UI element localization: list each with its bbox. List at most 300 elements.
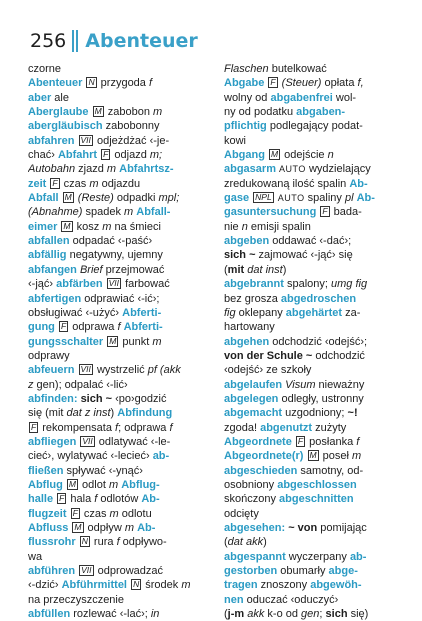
entry-text: odejście	[281, 149, 328, 162]
entry-text: (Reste)	[77, 192, 114, 205]
headword: ab-	[152, 450, 170, 463]
entry-text: f	[169, 421, 173, 434]
entry-line	[28, 306, 214, 320]
entry-text: dat z inst	[66, 407, 111, 420]
headword: abführen	[28, 565, 79, 578]
entry-line	[224, 148, 402, 162]
entry-text: się)	[347, 608, 369, 621]
entry-line	[28, 62, 214, 76]
entry-text: odcięty	[224, 507, 259, 520]
entry-line	[28, 277, 214, 291]
headword: abfliegen	[28, 435, 80, 448]
entry-text: odprawy	[28, 349, 70, 362]
entry-line	[224, 392, 402, 406]
entry-text: spływać ‹-ynąć›	[63, 464, 143, 477]
entry-line	[28, 406, 214, 420]
entry-text: zabobonny	[102, 120, 160, 133]
entry-line	[28, 119, 214, 133]
entry-text: oduczać ‹oduczyć›	[243, 593, 339, 606]
entry-text: rozlewać ‹-lać›;	[70, 608, 151, 621]
entry-text: ‹-dzić›	[28, 579, 62, 592]
entry-text: odjeżdżać ‹-je-	[93, 134, 170, 147]
grammar-label: VII	[81, 565, 92, 576]
grammar-label: N	[88, 77, 95, 88]
entry-text: odpływo-	[119, 536, 167, 549]
entry-line	[28, 263, 214, 277]
entry-text: czas	[80, 507, 110, 520]
entry-text: dat akk	[227, 536, 264, 549]
entry-text: )	[110, 407, 118, 420]
entry-text: m	[124, 206, 137, 219]
entry-text: obsługiwać ‹-użyć›	[28, 306, 123, 319]
headword: abfahren	[28, 134, 78, 147]
headword: abgeschlossen	[277, 478, 357, 491]
headword: Abfall-	[136, 206, 171, 219]
page-number: 256	[30, 30, 67, 52]
entry-line	[28, 177, 214, 191]
entry-line	[224, 292, 402, 306]
grammar-label: F	[72, 507, 78, 518]
entry-text: in	[150, 608, 160, 621]
headword: Abfluss	[28, 522, 72, 534]
headword: Abfahrt	[57, 149, 101, 162]
entry-text: Brief	[79, 263, 103, 276]
entry-text: sich	[325, 608, 348, 621]
headword: abgemacht	[224, 407, 283, 420]
headword: fließen	[28, 464, 64, 477]
entry-text: k-o od	[264, 608, 302, 621]
headword: Ab-	[349, 177, 368, 190]
entry-line	[224, 421, 402, 435]
entry-text: gen	[301, 608, 320, 621]
entry-text: m	[352, 450, 362, 463]
entry-line	[224, 277, 402, 291]
entry-text: )	[263, 536, 267, 549]
entry-line	[224, 378, 402, 392]
entry-text: odlotu	[118, 507, 152, 520]
entry-text: uzgodniony;	[282, 407, 348, 420]
entry-text: AUTO	[277, 193, 305, 204]
entry-text: kowi	[224, 134, 247, 147]
headword: abgelaufen	[224, 378, 286, 391]
headword: Abfall	[28, 192, 62, 205]
grammar-label: M	[271, 149, 279, 160]
headword: Abgeordnete(r)	[224, 450, 307, 463]
headword: eimer	[28, 220, 61, 233]
entry-text: (Abnahme)	[28, 206, 83, 219]
entry-text: posłanka	[306, 435, 357, 448]
entry-line	[28, 492, 214, 506]
entry-text: Visum	[285, 378, 316, 391]
entry-text: środek	[142, 579, 182, 592]
headword: ab-	[349, 550, 367, 563]
entry-text: zabobon	[104, 106, 153, 119]
entry-text: samotny, od-	[297, 464, 364, 477]
entry-text: odpadki	[113, 192, 159, 205]
entry-text: odlatywać ‹-le-	[95, 435, 171, 448]
entry-text: bez grosza	[224, 292, 281, 305]
grammar-label: VII	[82, 435, 93, 446]
grammar-label: M	[64, 192, 72, 203]
entry-text: odjazd	[111, 149, 150, 162]
entry-text: (	[224, 608, 228, 621]
entry-text: Flaschen	[224, 63, 269, 75]
entry-line	[224, 492, 402, 506]
entry-text: f	[356, 435, 360, 448]
entry-text: przejmować	[102, 263, 165, 276]
headword: pflichtig	[224, 120, 267, 133]
entry-text: m	[152, 335, 162, 348]
entry-text: f,	[357, 77, 364, 90]
entry-line	[28, 464, 214, 478]
grammar-label: VII	[80, 364, 91, 375]
entry-text: zjazd	[75, 163, 107, 176]
entry-line	[224, 205, 402, 219]
entry-text: rekompensata	[39, 421, 116, 434]
entry-line	[224, 162, 402, 176]
entry-line	[224, 248, 402, 262]
entry-line	[224, 478, 402, 492]
headword: Abfindung	[117, 407, 173, 420]
entry-line	[28, 478, 214, 492]
headword: abgeben	[224, 235, 270, 248]
entry-text: odległy, ustronny	[278, 392, 364, 405]
entry-text: dat inst	[247, 263, 283, 276]
headword: aber	[28, 91, 52, 104]
entry-line	[28, 234, 214, 248]
entry-line	[28, 248, 214, 262]
entry-text: osobniony	[224, 478, 278, 491]
entry-line	[224, 406, 402, 420]
entry-line	[224, 607, 402, 621]
entry-text: nie	[224, 220, 242, 233]
headword: Abführmittel	[61, 579, 131, 592]
entry-text: z	[28, 378, 34, 391]
headword: abfärben	[56, 278, 106, 291]
entry-text: umg fig	[331, 278, 368, 291]
headword: abfüllen	[28, 608, 71, 621]
entry-text: Autobahn	[28, 163, 76, 176]
entry-text: (Steuer)	[281, 77, 322, 90]
entry-line	[28, 535, 214, 549]
entry-text: butelkować	[268, 63, 327, 75]
entry-line	[28, 335, 214, 349]
entry-line	[28, 292, 214, 306]
header-divider	[72, 30, 78, 52]
grammar-label: F	[103, 149, 109, 160]
grammar-label: M	[63, 220, 71, 231]
entry-text: kosz	[73, 220, 103, 233]
grammar-label: F	[31, 421, 37, 432]
entry-text: czorne	[28, 63, 62, 75]
entry-text: rura	[90, 536, 117, 549]
page-header	[30, 26, 400, 56]
entry-text: f	[148, 77, 153, 90]
entry-line	[28, 91, 214, 105]
entry-line	[224, 464, 402, 478]
entry-text: m	[124, 522, 138, 534]
headword: Abflug-	[121, 478, 160, 491]
entry-line	[28, 105, 214, 119]
entry-line	[224, 177, 402, 191]
entry-text: ‹-jąć›	[28, 278, 57, 291]
entry-line	[28, 148, 214, 162]
entry-text: za-	[342, 306, 361, 319]
entry-text: m	[102, 220, 112, 233]
headword: abge-	[328, 565, 358, 578]
entry-text: ‹po›godzić	[115, 392, 167, 405]
grammar-label: F	[52, 177, 58, 188]
headword: abfallen	[28, 235, 70, 248]
entry-text: j-m	[227, 608, 245, 621]
entry-text: wol-	[332, 91, 357, 104]
entry-text: ‹odejść› ze szkoły	[224, 364, 312, 377]
entry-line	[224, 91, 402, 105]
entry-text: von der Schule ~	[224, 349, 313, 362]
grammar-label: M	[74, 522, 82, 532]
entry-line	[28, 449, 214, 463]
entry-text: odchodzić	[312, 349, 365, 362]
entry-line	[28, 550, 214, 564]
entry-text: AUTO	[279, 164, 306, 175]
grammar-label: N	[81, 536, 88, 547]
headword: abgasarm	[224, 163, 276, 176]
headword: Abenteuer	[28, 77, 86, 90]
entry-text: )	[282, 263, 287, 276]
entry-line	[224, 76, 402, 90]
headword: abgeschieden	[224, 464, 298, 477]
headword: abgebrannt	[224, 278, 284, 291]
entry-line	[28, 435, 214, 449]
guide-word: Abenteuer	[85, 30, 198, 52]
entry-line	[224, 105, 402, 119]
headword: Abfahrtsz-	[119, 163, 174, 176]
entry-text: oklepany	[235, 306, 286, 319]
entry-text: pf (akk	[147, 364, 181, 377]
grammar-label: F	[322, 206, 328, 217]
entry-text: fig	[224, 306, 236, 319]
entry-line	[28, 392, 214, 406]
entry-text: odjazdu	[98, 177, 141, 190]
entry-text: n	[241, 220, 248, 233]
headword: Abferti-	[122, 306, 162, 319]
headword: nen	[224, 593, 244, 606]
headword: gestorben	[224, 565, 278, 578]
entry-line	[224, 363, 402, 377]
entry-text: się (mit	[28, 407, 67, 420]
grammar-label: F	[60, 321, 67, 332]
entry-text: wolny od	[224, 91, 271, 104]
entry-text: wystrzelić	[93, 364, 148, 377]
entry-text: f	[115, 421, 119, 434]
headword: Abgang	[224, 149, 268, 162]
headword: abgelegen	[224, 392, 279, 405]
entry-line	[224, 578, 402, 592]
entry-text: ale	[51, 91, 69, 104]
entry-text: nieważny	[315, 378, 365, 391]
entry-line	[224, 535, 402, 549]
entry-text: (	[224, 263, 228, 276]
entry-text: emisji spalin	[247, 220, 311, 233]
entry-text: pomijając	[317, 522, 367, 534]
headword: abgeschnitten	[279, 493, 354, 506]
entry-line	[224, 435, 402, 449]
entry-text: m;	[149, 149, 163, 162]
entry-text: zgoda!	[224, 421, 261, 434]
entry-text: mpl;	[158, 192, 180, 205]
headword: abgewöh-	[310, 579, 362, 592]
entry-line	[28, 205, 214, 219]
entry-text: punkt	[119, 335, 153, 348]
grammar-label: M	[109, 335, 117, 346]
headword: abergläubisch	[28, 120, 103, 133]
entry-line	[28, 76, 214, 90]
entry-text: poseł	[319, 450, 353, 463]
entry-text: ny od podatku	[224, 106, 297, 119]
grammar-label: M	[94, 106, 102, 117]
entry-line	[28, 607, 214, 621]
entry-line	[224, 550, 402, 564]
entry-text: skończony	[224, 493, 280, 506]
headword: abfertigen	[28, 292, 82, 305]
entry-text: na śmieci	[111, 220, 161, 233]
grammar-label: F	[59, 493, 65, 504]
entry-text: pl	[344, 192, 357, 205]
entry-text: odlotów	[97, 493, 142, 506]
entry-line	[28, 220, 214, 234]
entry-line	[28, 564, 214, 578]
headword: Abgeordnete	[224, 435, 295, 448]
entry-text: zajmować ‹-jąć› się	[255, 249, 353, 262]
headword: abfeuern	[28, 364, 78, 377]
entry-text: zredukowaną ilość spalin	[224, 177, 350, 190]
headword: tragen	[224, 579, 258, 592]
headword: halle	[28, 493, 57, 506]
headword: Aberglaube	[28, 106, 92, 119]
entry-line	[28, 191, 214, 205]
headword: gungsschalter	[28, 335, 107, 348]
entry-text: ; odprawa	[118, 421, 170, 434]
headword: abgaben-	[296, 106, 346, 119]
entry-text: mit	[227, 263, 245, 276]
headword: abfällig	[28, 249, 67, 262]
entry-text: m	[181, 579, 191, 592]
headword: Ab-	[356, 192, 375, 205]
entry-text: spaliny	[304, 192, 345, 205]
left-column	[28, 62, 214, 621]
entry-text: f	[116, 536, 120, 549]
headword: flussrohr	[28, 536, 79, 549]
entry-text: negatywny, ujemny	[66, 249, 163, 262]
entry-line	[28, 378, 214, 392]
grammar-label: NPL	[255, 192, 272, 203]
entry-text: farbować	[122, 278, 170, 291]
entry-line	[224, 521, 402, 535]
entry-line	[224, 507, 402, 521]
entry-text: m	[109, 507, 119, 520]
headword: abgenutzt	[260, 421, 313, 434]
entry-line	[28, 363, 214, 377]
entry-text: (	[224, 536, 228, 549]
entry-text: obumarły	[277, 565, 329, 578]
headword: abgabenfrei	[270, 91, 333, 104]
entry-text: przygoda	[97, 77, 149, 90]
grammar-label: VII	[108, 278, 120, 289]
grammar-label: F	[297, 435, 304, 446]
entry-text: odchodzić ‹odejść›;	[269, 335, 368, 348]
entry-line	[224, 134, 402, 148]
entry-line	[224, 349, 402, 363]
entry-text: odprawa	[69, 321, 118, 334]
headword: Abferti-	[123, 321, 163, 334]
grammar-label: M	[309, 450, 317, 461]
headword: zeit	[28, 177, 50, 190]
entry-text: wa	[28, 550, 43, 563]
grammar-label: F	[270, 77, 276, 88]
headword: Ab-	[141, 493, 160, 506]
entry-text: na przeczyszczenie	[28, 593, 124, 606]
entry-text: czas	[60, 177, 90, 190]
entry-text: gen); odpalać ‹-lić›	[33, 378, 128, 391]
entry-text: f	[117, 321, 124, 334]
entry-text: sich ~	[224, 249, 256, 262]
headword: gase	[224, 192, 253, 205]
entry-text: ~!	[347, 407, 358, 420]
entry-text: m	[153, 106, 163, 119]
entry-line	[28, 521, 214, 535]
entry-line	[28, 507, 214, 521]
entry-line	[224, 119, 402, 133]
entry-text: f	[94, 493, 98, 506]
headword: abgehärtet	[285, 306, 343, 319]
entry-text: ~ von	[288, 522, 318, 534]
headword: abgedroschen	[280, 292, 357, 305]
entry-text: m	[106, 163, 120, 176]
entry-line	[224, 449, 402, 463]
headword: abgesehen:	[224, 522, 289, 534]
entry-text: odprowadzać	[94, 565, 164, 578]
entry-text: znoszony	[257, 579, 311, 592]
entry-line	[224, 191, 402, 205]
entry-text: m	[89, 177, 99, 190]
entry-text: chać›	[28, 149, 58, 162]
grammar-label: M	[68, 478, 76, 489]
right-column	[224, 62, 402, 621]
headword: Abgabe	[224, 77, 268, 90]
headword: gung	[28, 321, 58, 334]
entry-line	[28, 162, 214, 176]
entry-text: n	[327, 149, 334, 162]
entry-text: sich ~	[80, 392, 116, 405]
headword: abfinden:	[28, 392, 81, 405]
entry-text: hartowany	[224, 321, 275, 334]
entry-line	[28, 421, 214, 435]
headword: abgehen	[224, 335, 270, 348]
headword: abfangen	[28, 263, 80, 276]
entry-line	[28, 578, 214, 592]
entry-line	[224, 320, 402, 334]
entry-text: bada-	[330, 206, 362, 219]
entry-text: zużyty	[312, 421, 347, 434]
entry-text: hala	[67, 493, 95, 506]
headword: flugzeit	[28, 507, 70, 520]
entry-line	[224, 335, 402, 349]
entry-line	[224, 564, 402, 578]
entry-text: odprawiać ‹-ić›;	[81, 292, 160, 305]
entry-text: akk	[247, 608, 265, 621]
headword: Ab-	[137, 522, 156, 534]
entry-text: oddawać ‹-dać›;	[269, 235, 352, 248]
